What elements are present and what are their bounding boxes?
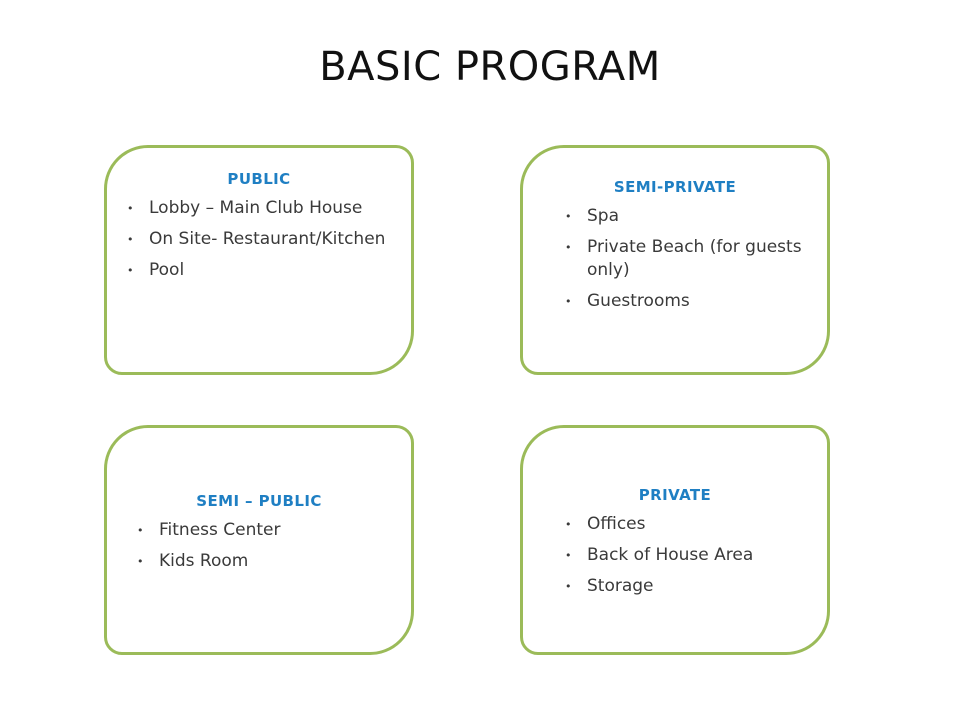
slide-title: BASIC PROGRAM — [319, 44, 661, 90]
bullet-icon: • — [137, 555, 144, 568]
list-item — [125, 259, 391, 282]
list-item — [563, 236, 807, 282]
bullet-list — [135, 519, 391, 573]
list-item — [563, 575, 817, 598]
list-item-text: Private Beach (for guests only) — [587, 237, 802, 280]
list-item-text: Storage — [587, 576, 654, 596]
list-item-text: On Site- Restaurant/Kitchen — [149, 229, 386, 249]
box-content — [107, 492, 411, 581]
bullet-list — [563, 513, 817, 598]
program-box-semi-private — [520, 145, 830, 375]
bullet-icon: • — [137, 524, 144, 537]
bullet-icon: • — [127, 264, 134, 277]
program-box-public — [104, 145, 414, 375]
list-item — [563, 544, 817, 567]
bullet-icon: • — [565, 210, 572, 223]
box-heading: PRIVATE — [638, 486, 712, 504]
list-item-text: Pool — [149, 260, 185, 280]
box-content — [523, 486, 827, 606]
list-item-text: Spa — [587, 206, 619, 226]
bullet-icon: • — [127, 202, 134, 215]
bullet-icon: • — [565, 295, 572, 308]
list-item — [563, 513, 817, 536]
list-item-text: Offices — [587, 514, 646, 534]
bullet-icon: • — [565, 241, 572, 254]
bullet-icon: • — [565, 549, 572, 562]
box-content — [523, 178, 827, 321]
box-heading: SEMI – PUBLIC — [196, 492, 322, 510]
bullet-list — [125, 197, 391, 282]
bullet-icon: • — [565, 518, 572, 531]
list-item-text: Kids Room — [159, 551, 249, 571]
bullet-list — [563, 205, 807, 313]
box-content — [107, 170, 411, 290]
bullet-icon: • — [127, 233, 134, 246]
list-item — [125, 197, 391, 220]
list-item-text: Fitness Center — [159, 520, 281, 540]
list-item — [135, 550, 391, 573]
box-heading: PUBLIC — [227, 170, 291, 188]
program-box-private — [520, 425, 830, 655]
list-item-text: Guestrooms — [587, 291, 690, 311]
list-item — [563, 205, 807, 228]
program-box-semi-public — [104, 425, 414, 655]
list-item — [563, 290, 807, 313]
list-item-text: Lobby – Main Club House — [149, 198, 363, 218]
box-heading: SEMI-PRIVATE — [613, 178, 737, 196]
bullet-icon: • — [565, 580, 572, 593]
list-item — [135, 519, 391, 542]
list-item — [125, 228, 391, 251]
list-item-text: Back of House Area — [587, 545, 754, 565]
